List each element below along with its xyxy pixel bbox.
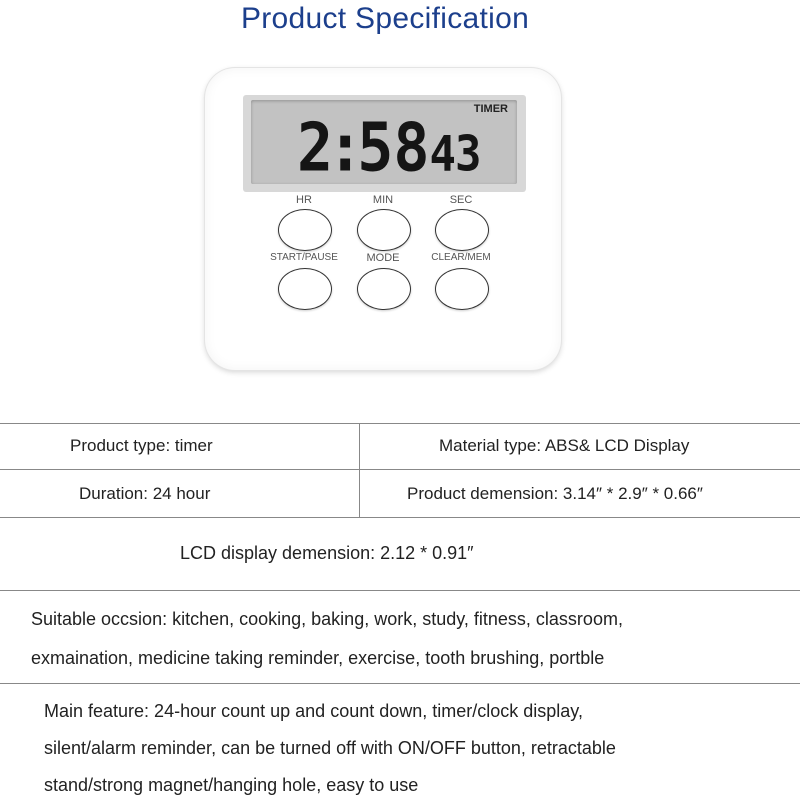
table-divider [0, 517, 800, 518]
start-pause-button[interactable] [278, 268, 332, 310]
mode-button[interactable] [357, 268, 411, 310]
lcd-colon: : [327, 109, 364, 188]
min-button-label: MIN [372, 194, 394, 206]
spec-duration: Duration: 24 hour [79, 484, 211, 503]
clear-mem-button-label: CLEAR/MEM [431, 252, 491, 263]
spec-suitable-occasion-line: exmaination, medicine taking reminder, exercise, tooth brushing, portble [31, 648, 605, 668]
lcd-screen [251, 100, 517, 188]
table-column-divider [359, 423, 360, 517]
table-divider [0, 590, 800, 591]
sec-button[interactable] [435, 209, 489, 251]
lcd-label: TIMER [473, 103, 508, 115]
page-title: Product Specification [240, 2, 530, 35]
start-pause-button-label: START/PAUSE [270, 252, 338, 263]
spec-product-type: Product type: timer [70, 436, 213, 455]
spec-product-dimension: Product demension: 3.14″ * 2.9″ * 0.66″ [407, 484, 703, 503]
table-divider [0, 683, 800, 684]
spec-lcd-dimension: LCD display demension: 2.12 * 0.91″ [180, 543, 474, 563]
lcd-seconds: 43 [429, 125, 481, 183]
lcd-hours: 2 [297, 109, 334, 188]
table-divider [0, 469, 800, 470]
hr-button[interactable] [278, 209, 332, 251]
table-divider [0, 423, 800, 424]
mode-button-label: MODE [366, 252, 400, 264]
spec-main-feature-line: stand/strong magnet/hanging hole, easy to use [44, 775, 419, 795]
spec-main-feature-line: Main feature: 24-hour count up and count down, timer/clock display, [44, 701, 583, 721]
timer-device [205, 68, 561, 370]
clear-mem-button[interactable] [435, 268, 489, 310]
sec-button-label: SEC [449, 194, 473, 206]
spec-main-feature-line: silent/alarm reminder, can be turned off with ON/OFF button, retractable [44, 738, 616, 758]
hr-button-label: HR [296, 194, 312, 206]
lcd-frame [243, 95, 526, 192]
min-button[interactable] [357, 209, 411, 251]
lcd-digits [297, 109, 480, 187]
lcd-minutes: 58 [357, 109, 430, 188]
spec-suitable-occasion-line: Suitable occsion: kitchen, cooking, baking, work, study, fitness, classroom, [31, 609, 623, 629]
spec-material-type: Material type: ABS& LCD Display [439, 436, 690, 455]
